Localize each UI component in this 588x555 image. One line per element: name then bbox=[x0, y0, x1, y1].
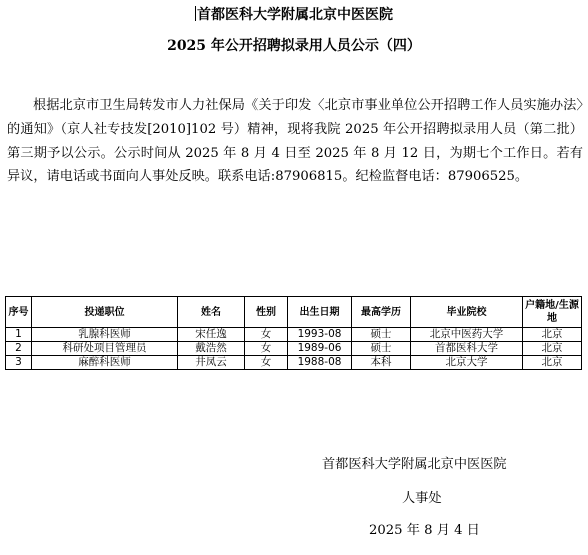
cell-school: 首都医科大学 bbox=[411, 342, 523, 356]
header-degree: 最高学历 bbox=[352, 297, 411, 328]
cell-position: 科研处项目管理员 bbox=[32, 342, 178, 356]
cell-name: 戴浩然 bbox=[178, 342, 245, 356]
cell-no: 2 bbox=[6, 342, 32, 356]
text-cursor bbox=[195, 6, 196, 21]
header-position: 投递职位 bbox=[32, 297, 178, 328]
signature-org: 首都医科大学附属北京中医医院 bbox=[322, 457, 507, 472]
cell-birth: 1989-06 bbox=[288, 342, 352, 356]
signature-dept: 人事处 bbox=[402, 491, 442, 506]
title-text: 首都医科大学附属北京中医医院 bbox=[197, 7, 393, 23]
cell-gender: 女 bbox=[245, 342, 288, 356]
header-hukou: 户籍地/生源地 bbox=[523, 297, 582, 328]
table-row bbox=[6, 356, 582, 370]
cell-no: 3 bbox=[6, 356, 32, 370]
header-gender: 性别 bbox=[245, 297, 288, 328]
cell-hukou: 北京 bbox=[523, 328, 582, 342]
header-birth: 出生日期 bbox=[288, 297, 352, 328]
header-no: 序号 bbox=[6, 297, 32, 328]
cell-degree: 硕士 bbox=[352, 342, 411, 356]
cell-name: 宋任逸 bbox=[178, 328, 245, 342]
table-row bbox=[6, 342, 582, 356]
cell-gender: 女 bbox=[245, 356, 288, 370]
cell-birth: 1993-08 bbox=[288, 328, 352, 342]
notice-paragraph: 根据北京市卫生局转发市人力社保局《关于印发〈北京市事业单位公开招聘工作人员实施办法〉的通知》（京人社专技发[2010]102 号）精神，现将我院 2025 年公开招聘拟录用人员（第二批）第三期予以公示。公示时间从 2025 年 8 月 4 日至 2025 年 8 月 12 日，为期七个工作日。若有异议，请电话或书面向人事处反映。联系电话:87906815。纪检监督电话：87906525。 bbox=[7, 98, 583, 185]
hiring-table bbox=[5, 296, 582, 370]
table-header-row bbox=[6, 297, 582, 328]
cell-birth: 1988-08 bbox=[288, 356, 352, 370]
header-name: 姓名 bbox=[178, 297, 245, 328]
cell-position: 乳腺科医师 bbox=[32, 328, 178, 342]
document-subtitle: 2025 年公开招聘拟录用人员公示（四） bbox=[167, 38, 421, 54]
cell-position: 麻醉科医师 bbox=[32, 356, 178, 370]
cell-name: 井凤云 bbox=[178, 356, 245, 370]
header-school: 毕业院校 bbox=[411, 297, 523, 328]
cell-school: 北京大学 bbox=[411, 356, 523, 370]
cell-degree: 硕士 bbox=[352, 328, 411, 342]
cell-degree: 本科 bbox=[352, 356, 411, 370]
cell-school: 北京中医药大学 bbox=[411, 328, 523, 342]
cell-hukou: 北京 bbox=[523, 356, 582, 370]
table-row bbox=[6, 328, 582, 342]
document-title bbox=[0, 5, 588, 25]
cell-hukou: 北京 bbox=[523, 342, 582, 356]
cell-no: 1 bbox=[6, 328, 32, 342]
signature-date: 2025 年 8 月 4 日 bbox=[369, 523, 480, 538]
cell-gender: 女 bbox=[245, 328, 288, 342]
